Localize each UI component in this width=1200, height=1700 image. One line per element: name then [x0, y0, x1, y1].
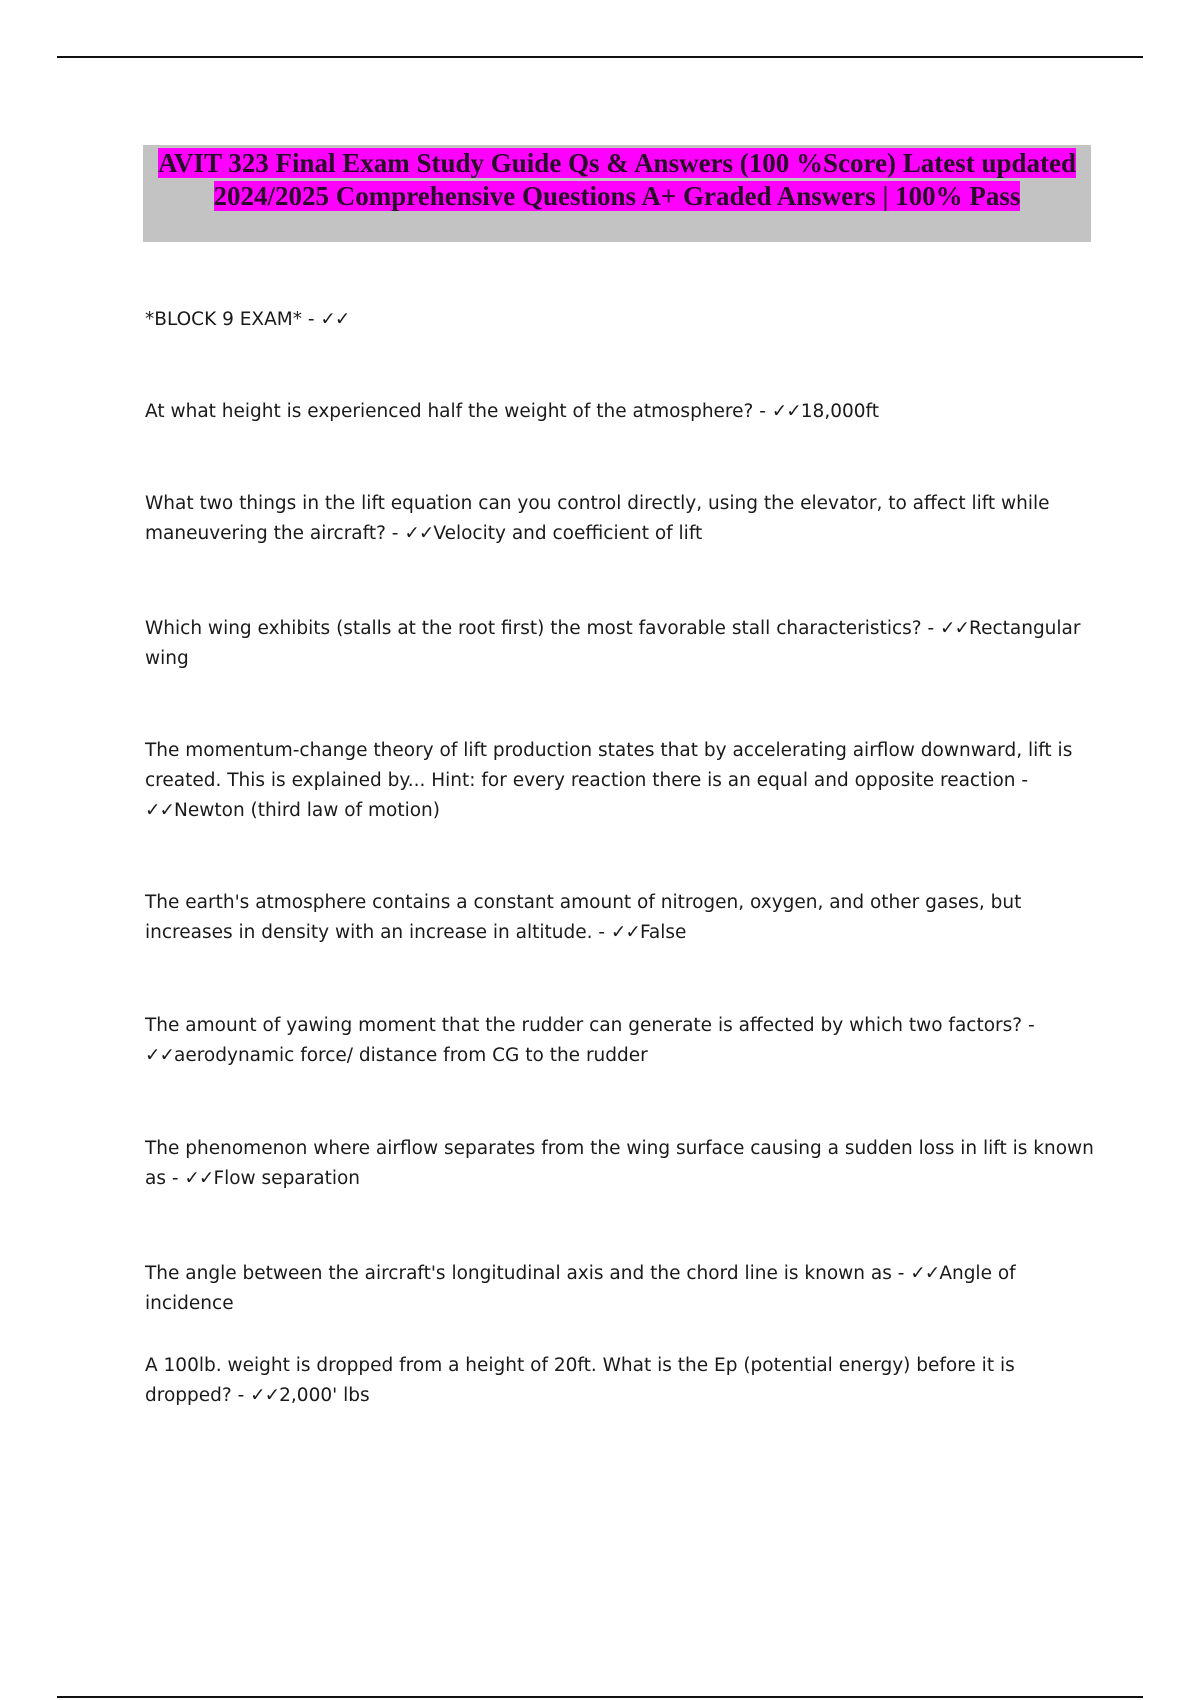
qa-item: At what height is experienced half the weight of the atmosphere? - ✓✓18,000ft [145, 401, 879, 422]
answer-text: Flow separation [213, 1168, 361, 1189]
check-mark-icon: ✓✓ [940, 618, 970, 639]
check-mark-icon: ✓✓ [184, 1168, 214, 1189]
qa-item: What two things in the lift equation can you control directly, using the elevator, to affect lift while maneuvering the aircraft? - ✓✓Velocity and coefficient of lift [145, 493, 1050, 544]
answer-text: 18,000ft [800, 401, 879, 422]
section-header: *BLOCK 9 EXAM* - ✓✓ [145, 309, 350, 330]
check-mark-icon: ✓✓ [320, 309, 350, 330]
check-mark-icon: ✓✓ [610, 922, 640, 943]
bottom-divider-line [57, 1696, 1143, 1698]
question-text: A 100lb. weight is dropped from a height of 20ft. What is the Ep (potential energy) before it is dropped? [145, 1355, 1015, 1406]
question-text: The amount of yawing moment that the rudder can generate is affected by which two factors? [145, 1015, 1023, 1036]
qa-item: The amount of yawing moment that the rudder can generate is affected by which two factors? - ✓✓aerodynamic force/ distance from CG to the rudder [145, 1015, 1035, 1066]
qa-item: The earth's atmosphere contains a constant amount of nitrogen, oxygen, and other gases, but increases in density with an increase in altitude. - ✓✓False [145, 892, 1022, 943]
check-mark-icon: ✓✓ [145, 1045, 175, 1066]
answer-text: Angle of incidence [145, 1263, 1016, 1314]
question-text: The earth's atmosphere contains a constant amount of nitrogen, oxygen, and other gases, but increases in density with an increase in altitude. [145, 892, 1022, 943]
answer-text: Velocity and coefficient of lift [433, 523, 703, 544]
question-text: The phenomenon where airflow separates from the wing surface causing a sudden loss in lift is known as [145, 1138, 1094, 1189]
section-header-text: *BLOCK 9 EXAM* [145, 309, 302, 330]
qa-item: The angle between the aircraft's longitudinal axis and the chord line is known as - ✓✓Angle of incidence [145, 1263, 1016, 1314]
question-text: At what height is experienced half the weight of the atmosphere? [145, 401, 754, 422]
answer-text: Rectangular wing [145, 618, 1081, 669]
document-title: AVIT 323 Final Exam Study Guide Qs & Answers (100 %Score) Latest updated 2024/2025 Comprehensive Questions A+ Graded Answers | 100% Pass [157, 148, 1077, 211]
answer-text: Newton (third law of motion) [174, 800, 440, 821]
qa-item: The phenomenon where airflow separates from the wing surface causing a sudden loss in lift is known as - ✓✓Flow separation [145, 1138, 1094, 1189]
answer-text: False [639, 922, 687, 943]
check-mark-icon: ✓✓ [250, 1385, 280, 1406]
check-mark-icon: ✓✓ [910, 1263, 940, 1284]
title-banner [143, 145, 1091, 242]
check-mark-icon: ✓✓ [771, 401, 801, 422]
question-text: The momentum-change theory of lift production states that by accelerating airflow downward, lift is created. This is explained by... Hint: for every reaction there is an equal and opposite reaction [145, 740, 1073, 791]
check-mark-icon: ✓✓ [404, 523, 434, 544]
qa-item: A 100lb. weight is dropped from a height of 20ft. What is the Ep (potential energy) before it is dropped? - ✓✓2,000' lbs [145, 1355, 1015, 1406]
qa-item: The momentum-change theory of lift production states that by accelerating airflow downward, lift is created. This is explained by... Hint: for every reaction there is an equal and opposite reaction - ✓✓Newton (third law of motion) [145, 740, 1073, 821]
check-mark-icon: ✓✓ [145, 800, 175, 821]
question-text: What two things in the lift equation can you control directly, using the elevator, to affect lift while maneuvering the aircraft? [145, 493, 1050, 544]
question-text: The angle between the aircraft's longitudinal axis and the chord line is known as [145, 1263, 892, 1284]
qa-item: Which wing exhibits (stalls at the root first) the most favorable stall characteristics? - ✓✓Rectangular wing [145, 618, 1081, 669]
answer-text: 2,000' lbs [279, 1385, 370, 1406]
top-divider-line [57, 56, 1143, 58]
question-text: Which wing exhibits (stalls at the root first) the most favorable stall characteristics? [145, 618, 922, 639]
answer-text: aerodynamic force/ distance from CG to the rudder [174, 1045, 648, 1066]
